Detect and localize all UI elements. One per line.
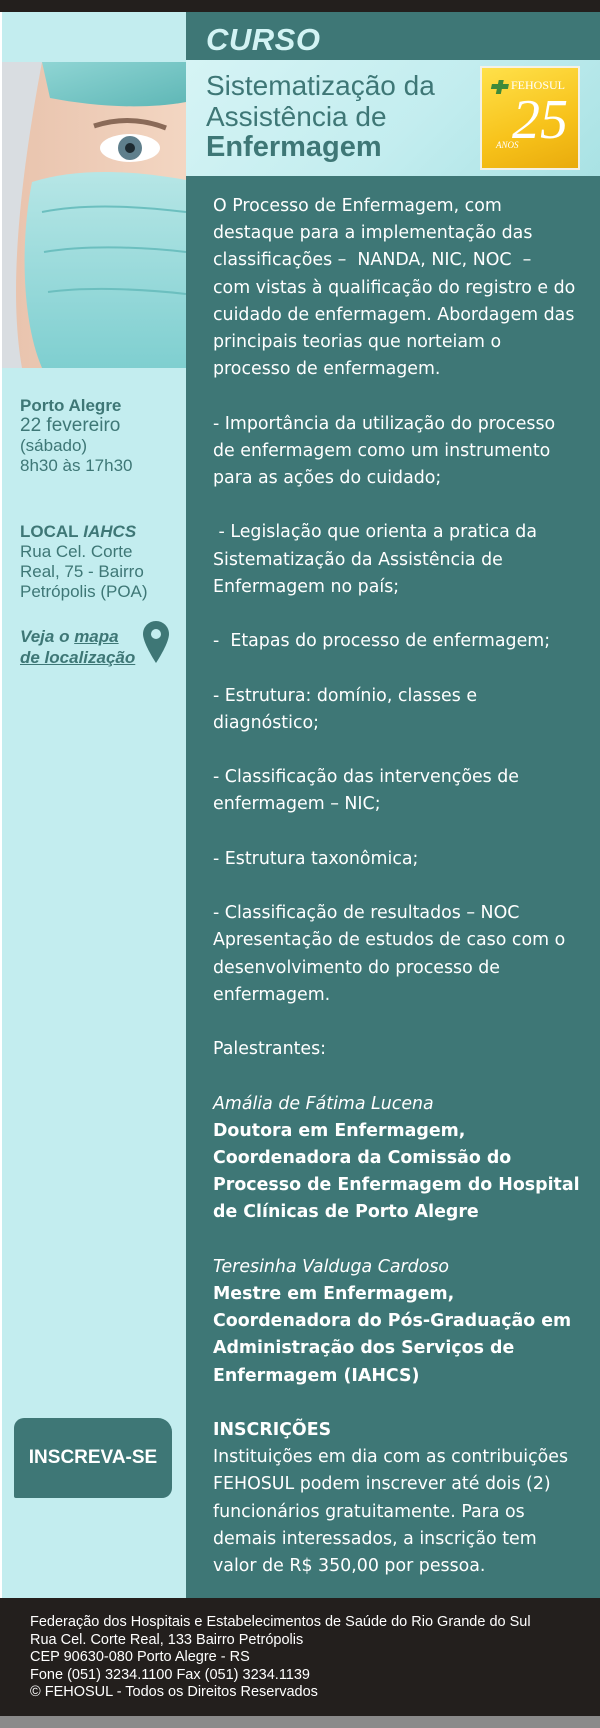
- course-description: [213, 193, 585, 1580]
- text-line: Enfermagem no país;: [213, 576, 400, 597]
- event-date: 22 fevereiro: [20, 415, 121, 436]
- topic-7: [213, 900, 585, 1009]
- text-line: funcionários gratuitamente. Para os: [213, 1501, 525, 1522]
- course-title: [206, 70, 435, 163]
- topic-6: [213, 846, 585, 873]
- register-button[interactable]: INSCREVA-SE: [14, 1418, 172, 1498]
- text-line: de Clínicas de Porto Alegre: [213, 1202, 479, 1223]
- fehosul-cross-icon: [490, 79, 508, 93]
- topic-3: [213, 628, 585, 655]
- footer-line-2: Rua Cel. Corte Real, 133 Bairro Petrópolis: [30, 1631, 304, 1648]
- registration-label: INSCRIÇÕES: [213, 1419, 332, 1440]
- speaker-2-bio: [213, 1281, 585, 1390]
- text-line: diagnóstico;: [213, 712, 319, 733]
- text-line: principais teorias que norteiam o: [213, 332, 502, 353]
- text-line: cuidado de enfermagem. Abordagem das: [213, 304, 575, 325]
- text-line: Processo de Enfermagem do Hospital: [213, 1175, 580, 1196]
- text-line: Administração dos Serviços de: [213, 1338, 515, 1359]
- course-kicker: CURSO: [206, 22, 321, 57]
- text-line: - Classificação de resultados – NOC: [213, 903, 520, 924]
- title-line-1: Sistematização da: [206, 70, 435, 101]
- address-line-3: Petrópolis (POA): [20, 582, 148, 601]
- bottom-bar: [0, 1716, 600, 1728]
- map-link-text[interactable]: mapa: [74, 627, 119, 646]
- topic-4: [213, 683, 585, 737]
- text-line: com vistas à qualificação do registro e do: [213, 277, 576, 298]
- text-line: enfermagem – NIC;: [213, 794, 381, 815]
- intro-paragraph: [213, 193, 585, 383]
- topic-1: [213, 411, 585, 493]
- text-line: Apresentação de estudos de caso com o: [213, 930, 566, 951]
- event-time: 8h30 às 17h30: [20, 456, 133, 475]
- text-line: destaque para a implementação das: [213, 223, 533, 244]
- map-link[interactable]: Veja o mapa de localização: [20, 627, 136, 667]
- text-line: demais interessados, a inscrição tem: [213, 1528, 537, 1549]
- footer-line-1: Federação dos Hospitais e Estabelecimentos de Saúde do Rio Grande do Sul: [30, 1614, 531, 1630]
- address-line-1: Rua Cel. Corte: [20, 542, 133, 561]
- nurse-photo: [2, 62, 186, 368]
- text-line: Doutora em Enfermagem,: [213, 1120, 466, 1141]
- text-line: enfermagem.: [213, 984, 331, 1005]
- text-line: FEHOSUL podem inscrever até dois (2): [213, 1474, 551, 1495]
- logo-subtitle: ANOS: [496, 140, 519, 150]
- text-line: - Legislação que orienta a pratica da: [213, 522, 537, 543]
- title-line-2: Assistência de: [206, 101, 387, 132]
- text-line: processo de enfermagem.: [213, 359, 441, 380]
- logo-brand: FEHOSUL: [490, 78, 565, 93]
- text-line: para as ações do cuidado;: [213, 468, 442, 489]
- text-line: Sistematização da Assistência de: [213, 549, 503, 570]
- map-link-text-2[interactable]: de localização: [20, 648, 136, 667]
- event-location: [20, 522, 148, 602]
- speaker-1-bio: [213, 1118, 585, 1227]
- local-label: LOCAL: [20, 522, 79, 541]
- text-line: valor de R$ 350,00 por pessoa.: [213, 1555, 486, 1576]
- footer-text: [30, 1614, 531, 1702]
- speaker-1-name: Amália de Fátima Lucena: [213, 1093, 434, 1114]
- local-name: IAHCS: [83, 522, 137, 541]
- text-line: de enfermagem como um instrumento: [213, 440, 551, 461]
- topic-5: [213, 764, 585, 818]
- text-line: - Classificação das intervenções de: [213, 767, 519, 788]
- footer-line-5: © FEHOSUL - Todos os Direitos Reservados: [30, 1684, 318, 1700]
- footer: [0, 1598, 600, 1716]
- text-line: desenvolvimento do processo de: [213, 957, 500, 978]
- event-info: [20, 396, 133, 476]
- text-line: Mestre em Enfermagem,: [213, 1283, 455, 1304]
- text-line: O Processo de Enfermagem, com: [213, 196, 502, 216]
- title-line-3: Enfermagem: [206, 131, 382, 163]
- fehosul-25-anos-logo: [480, 66, 580, 170]
- topic-2: [213, 519, 585, 601]
- map-pin-icon[interactable]: [142, 620, 170, 664]
- address-line-2: Real, 75 - Bairro: [20, 562, 144, 581]
- event-weekday: (sábado): [20, 436, 88, 455]
- footer-line-3: CEP 90630-080 Porto Alegre - RS: [30, 1649, 250, 1665]
- text-line: - Importância da utilização do processo: [213, 413, 556, 434]
- registration-text: [213, 1444, 585, 1580]
- text-line: - Etapas do processo de enfermagem;: [213, 631, 551, 652]
- text-line: Instituições em dia com as contribuições: [213, 1447, 569, 1468]
- speaker-2-name: Teresinha Valduga Cardoso: [213, 1256, 450, 1277]
- top-bar: [0, 0, 600, 12]
- text-line: - Estrutura taxonômica;: [213, 848, 419, 869]
- text-line: - Estrutura: domínio, classes e: [213, 685, 478, 706]
- logo-number: 25: [512, 89, 568, 151]
- speakers-label: Palestrantes:: [213, 1039, 327, 1060]
- text-line: Coordenadora da Comissão do: [213, 1147, 512, 1168]
- event-city: Porto Alegre: [20, 396, 122, 415]
- footer-line-4: Fone (051) 3234.1100 Fax (051) 3234.1139: [30, 1666, 310, 1683]
- text-line: classificações – NANDA, NIC, NOC –: [213, 250, 532, 271]
- text-line: Enfermagem (IAHCS): [213, 1365, 420, 1386]
- text-line: Coordenadora do Pós-Graduação em: [213, 1311, 572, 1332]
